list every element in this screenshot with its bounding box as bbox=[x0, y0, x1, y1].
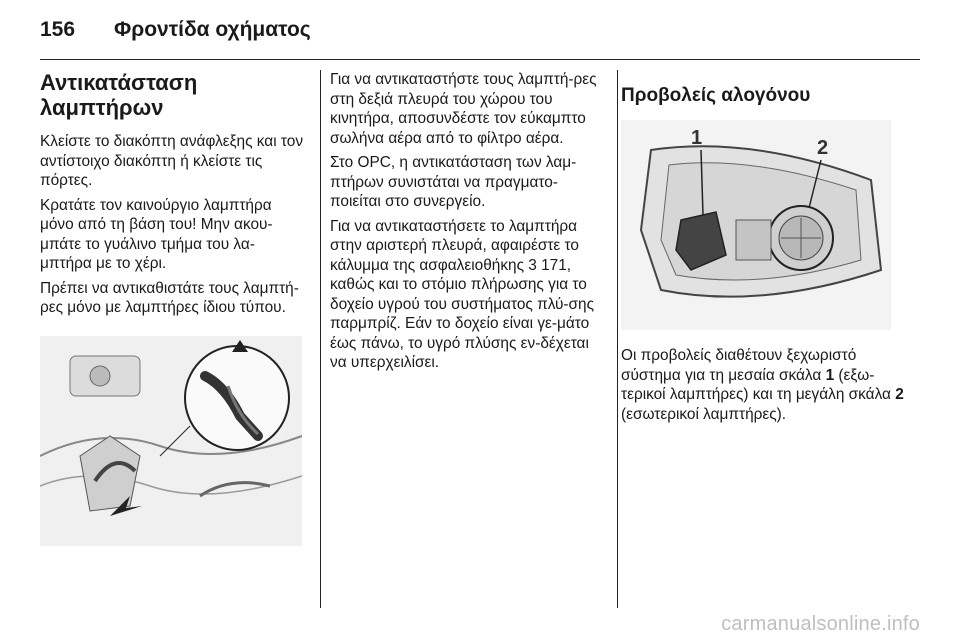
section-heading-halogen-headlamps: Προβολείς αλογόνου bbox=[621, 85, 811, 106]
headlamp-illustration bbox=[621, 120, 891, 330]
column-divider-1 bbox=[320, 70, 321, 608]
callout-2: 2 bbox=[895, 386, 904, 403]
column-divider-2 bbox=[617, 70, 618, 608]
paragraph: Για να αντικαταστήστε τους λαμπτή-ρες στη δεξιά πλευρά του χώρου του κινητήρα, αποσυνδέστε τον εύκαμπτο σωλήνα αέρα από το φίλτρο αέρα. bbox=[330, 71, 597, 147]
column-3 bbox=[621, 70, 910, 429]
paragraph: Πρέπει να αντικαθιστάτε τους λαμπτή-ρες μόνο με λαμπτήρες ίδιου τύπου. bbox=[40, 279, 299, 316]
figure-label-1: 1 bbox=[691, 127, 703, 149]
section-heading-bulb-replacement: Αντικατάσταση λαμπτήρων bbox=[40, 70, 198, 120]
engine-bay-illustration bbox=[40, 336, 302, 546]
paragraph: Κρατάτε τον καινούργιο λαμπτήρα μόνο από τη βάση του! Μην ακου-μπάτε το γυάλινο τμήμα του λα-μπτήρα με το χέρι. bbox=[40, 196, 273, 272]
paragraph: Στο OPC, η αντικατάσταση των λαμ-πτήρων συνιστάται να πραγματο-ποιείται στο συνεργείο. bbox=[330, 154, 577, 210]
page-number: 156 bbox=[40, 18, 76, 41]
page-header bbox=[40, 18, 920, 62]
callout-1: 1 bbox=[825, 366, 835, 384]
chapter-title: Φροντίδα οχήματος bbox=[114, 18, 311, 41]
paragraph-text: Οι προβολείς διαθέτουν ξεχωριστό σύστημα για τη μεσαία σκάλα bbox=[621, 347, 857, 384]
header-rule bbox=[40, 59, 920, 60]
paragraph bbox=[621, 346, 910, 424]
paragraph-text: (εσωτερικοί λαμπτήρες). bbox=[621, 405, 787, 423]
figure-label-2: 2 bbox=[817, 137, 829, 159]
paragraph: Κλείστε το διακόπτη ανάφλεξης και τον αντίστοιχο διακόπτη ή κλείστε τις πόρτες. bbox=[40, 133, 304, 189]
paragraph-text: (εξω-τερικοί λαμπτήρες) και τη μεγάλη σκάλα bbox=[621, 366, 896, 403]
paragraph: Για να αντικαταστήσετε το λαμπτήρα στην αριστερή πλευρά, αφαιρέστε το κάλυμμα της ασφαλειοθήκης 3 171, καθώς και το στόμιο πλήρωσης για το δοχείο υγρού του συστήματος πλύ-σης παρμπρίζ. Εάν το δοχείο είναι γε-μάτο έως πάνω, το υγρό πλύσης εν-δέχεται να υπερχειλίσει. bbox=[330, 217, 595, 371]
watermark: carmanualsonline.info bbox=[721, 613, 920, 635]
column-2 bbox=[330, 70, 605, 378]
column-1 bbox=[40, 70, 305, 546]
